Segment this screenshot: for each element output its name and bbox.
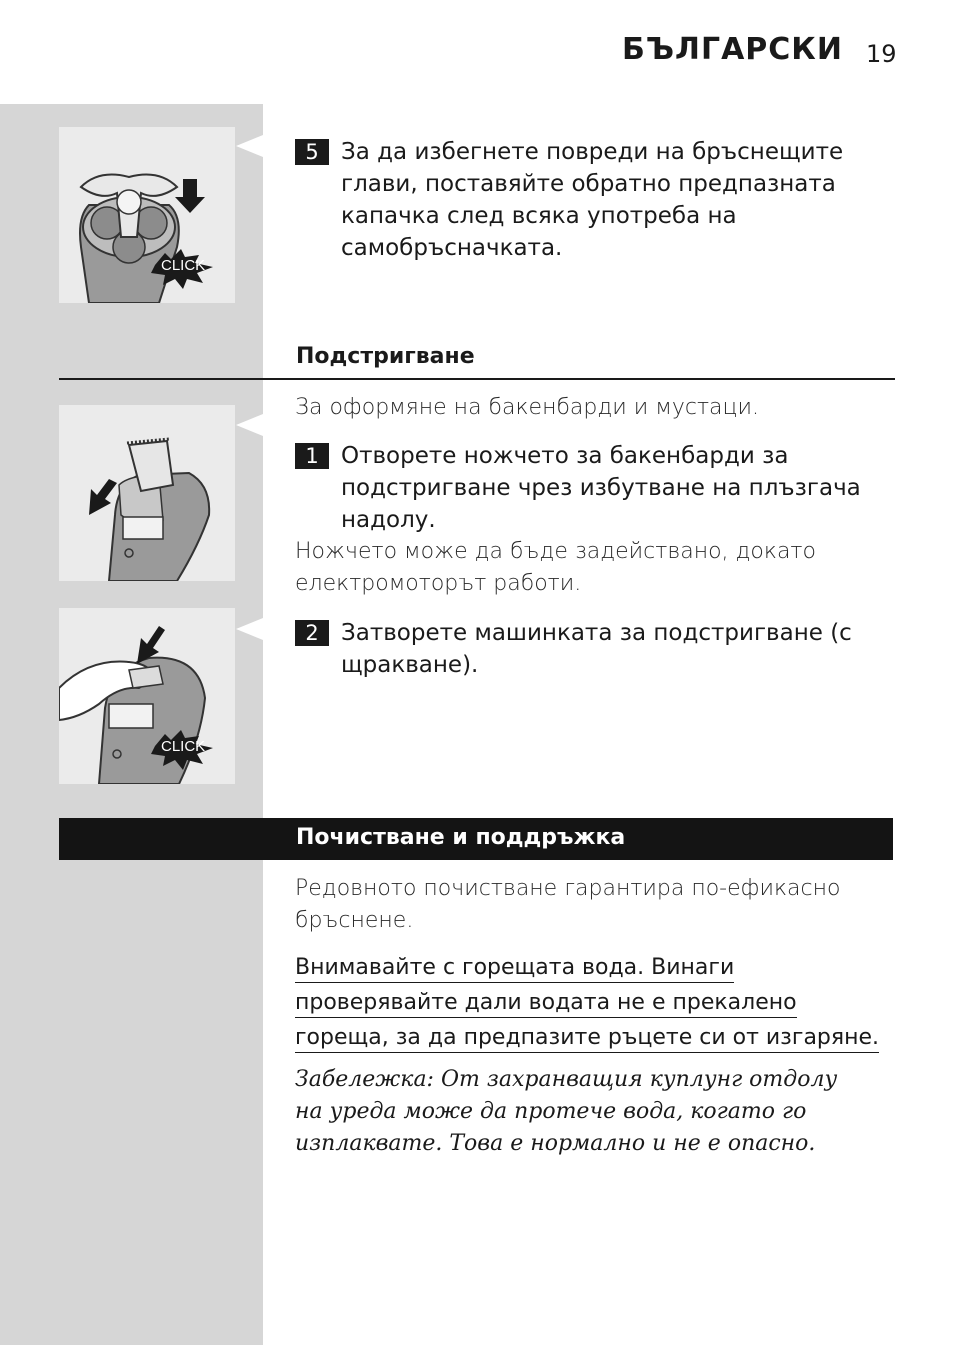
step-number-badge: 5 (295, 139, 329, 165)
trimmer-open-drawing (59, 405, 235, 581)
cleaning-note (295, 1064, 855, 1160)
illustration-close-trimmer (59, 608, 235, 784)
section-divider (59, 378, 895, 380)
section-heading-cleaning: Почистване и поддръжка (296, 825, 626, 850)
note-line: Ножчето може да бъде задействано, докато (295, 539, 816, 564)
cleaning-warning (295, 952, 879, 1057)
warning-line: гореща, за да предпазите ръцете си от изгаряне. (295, 1024, 879, 1053)
step-text-line: щракване). (341, 652, 479, 678)
illustration-protection-cap (59, 127, 235, 303)
click-label: CLICK (161, 738, 206, 755)
note-line: на уреда може да протече вода, когато го (295, 1099, 807, 1124)
intro-line: бръснене. (295, 908, 414, 933)
step-text-line: надолу. (341, 507, 436, 533)
warning-line: проверявайте дали водата не е прекалено (295, 989, 797, 1018)
step-text-line: капачка след всяка употреба на (341, 203, 737, 229)
illustration-open-trimmer (59, 405, 235, 581)
page-number: 19 (866, 40, 897, 68)
section-heading-trimming: Подстригване (296, 344, 475, 369)
step-text-line: Затворете машинката за подстригване (с (341, 620, 852, 646)
step-number-badge: 2 (295, 620, 329, 646)
step-text-line: подстригване чрез избутване на плъзгача (341, 475, 861, 501)
intro-line: Редовното почистване гарантира по-ефикасно (295, 876, 841, 901)
step-text (341, 617, 861, 681)
callout-notch (236, 414, 263, 436)
step-5 (295, 136, 861, 264)
note-line: Забележка: От захранващия куплунг отдолу (295, 1067, 838, 1092)
step-2 (295, 617, 861, 681)
step-number-badge: 1 (295, 443, 329, 469)
step-text-line: За да избегнете повреди на бръснещите (341, 139, 844, 165)
shaver-cap-drawing (59, 127, 235, 303)
click-label: CLICK (161, 257, 206, 274)
warning-line: Внимавайте с горещата вода. Винаги (295, 954, 734, 983)
page-language-title: БЪЛГАРСКИ (622, 32, 843, 67)
step-text-line: глави, поставяйте обратно предпазната (341, 171, 836, 197)
step-1 (295, 440, 861, 536)
step-text-line: самобръсначката. (341, 235, 563, 261)
note-line: електромоторът работи. (295, 571, 582, 596)
trimmer-close-drawing (59, 608, 235, 784)
cleaning-intro (295, 873, 840, 937)
trimming-intro: За оформяне на бакенбарди и мустаци. (295, 395, 759, 420)
callout-notch (236, 135, 263, 157)
note-line: изплаквате. Това е нормално и не е опасно. (295, 1131, 816, 1156)
callout-notch (236, 618, 263, 640)
step-text (341, 136, 861, 264)
step-text-line: Отворете ножчето за бакенбарди за (341, 443, 789, 469)
step-text (341, 440, 861, 536)
trimming-note (295, 536, 816, 600)
